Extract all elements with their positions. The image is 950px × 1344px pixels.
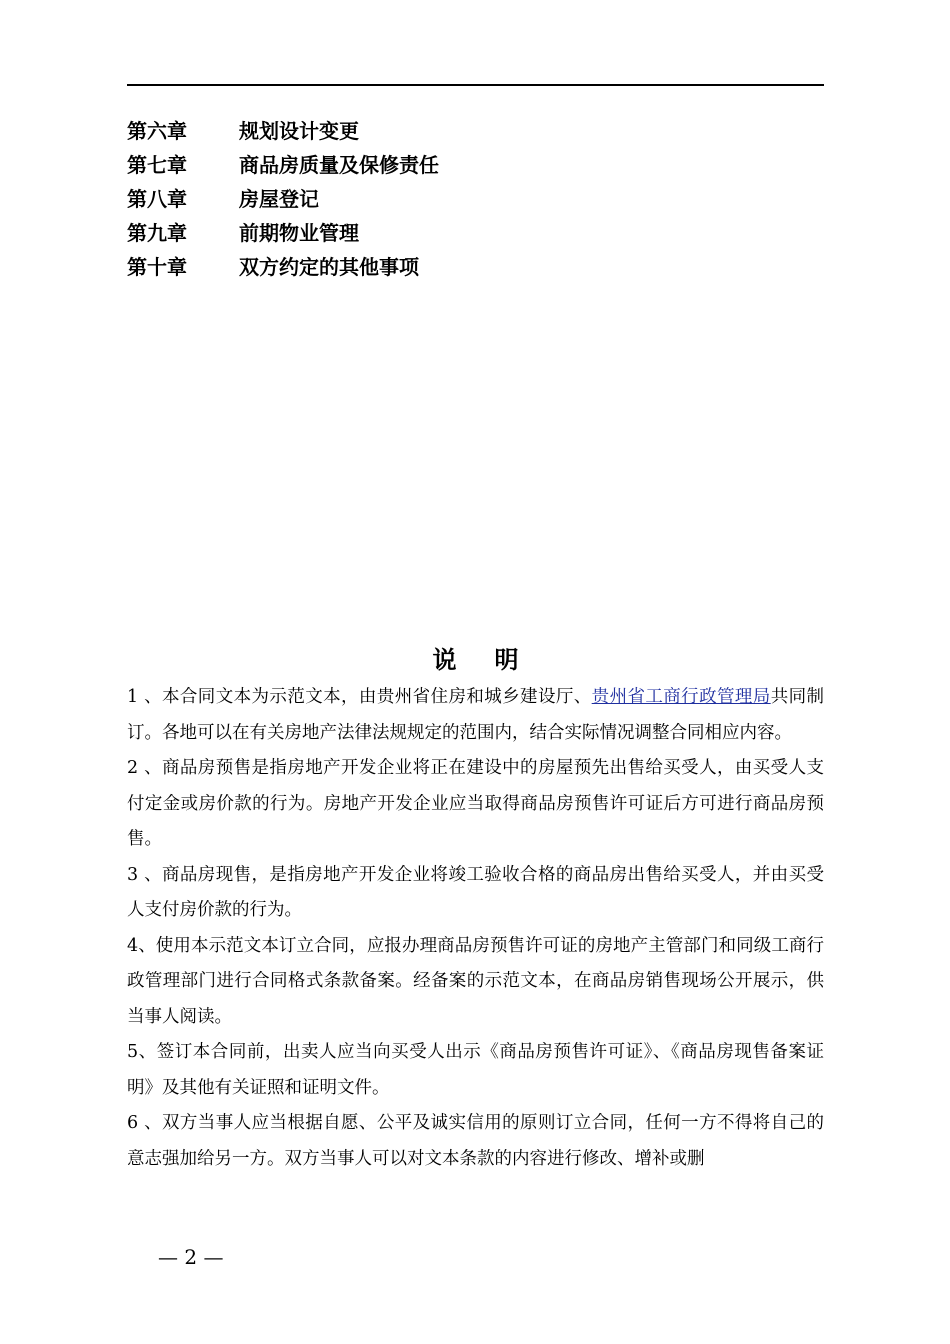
note-item: 5、签订本合同前，出卖人应当向买受人出示《商品房预售许可证》、《商品房现售备案证明》及其他有关证照和证明文件。 bbox=[127, 1042, 824, 1098]
note-item: 3 、商品房现售，是指房地产开发企业将竣工验收合格的商品房出售给买受人，并由买受人支付房价款的行为。 bbox=[127, 864, 824, 920]
toc-entry bbox=[127, 114, 824, 148]
notes-list bbox=[127, 680, 824, 1177]
toc-chapter-title: 商品房质量及保修责任 bbox=[239, 153, 439, 177]
header-rule bbox=[127, 84, 824, 86]
agency-link[interactable]: 贵州省工商行政管理局 bbox=[591, 687, 771, 707]
note-text: 1 、本合同文本为示范文本，由贵州省住房和城乡建设厅、 bbox=[127, 687, 592, 707]
note-item bbox=[127, 680, 824, 751]
toc-chapter-number: 第六章 bbox=[127, 119, 187, 143]
note-item: 6 、双方当事人应当根据自愿、公平及诚实信用的原则订立合同，任何一方不得将自己的意志强加给另一方。双方当事人可以对文本条款的内容进行修改、增补或删 bbox=[127, 1113, 824, 1169]
toc-entry bbox=[127, 148, 824, 182]
toc-chapter-title: 双方约定的其他事项 bbox=[239, 255, 419, 279]
toc-chapter-title: 房屋登记 bbox=[239, 187, 319, 211]
toc-entry bbox=[127, 250, 824, 284]
toc-chapter-title: 规划设计变更 bbox=[239, 119, 359, 143]
toc-chapter-number: 第七章 bbox=[127, 153, 187, 177]
toc-chapter-number: 第八章 bbox=[127, 187, 187, 211]
note-item: 2 、商品房预售是指房地产开发企业将正在建设中的房屋预先出售给买受人，由买受人支付定金或房价款的行为。房地产开发企业应当取得商品房预售许可证后方可进行商品房预售。 bbox=[127, 758, 824, 849]
toc-chapter-number: 第十章 bbox=[127, 255, 187, 279]
section-title: 说明 bbox=[432, 646, 557, 674]
toc-entry bbox=[127, 216, 824, 250]
toc-chapter-title: 前期物业管理 bbox=[239, 221, 359, 245]
page-number: — 2 — bbox=[158, 1245, 224, 1269]
toc-entry bbox=[127, 182, 824, 216]
table-of-contents bbox=[127, 114, 824, 284]
note-text: 共同制订。各地可以在有关房地产法律法规规定的范围内，结合实际情况调整合同相应内容。 bbox=[127, 687, 825, 743]
toc-chapter-number: 第九章 bbox=[127, 221, 187, 245]
note-item: 4、使用本示范文本订立合同，应报办理商品房预售许可证的房地产主管部门和同级工商行政管理部门进行合同格式条款备案。经备案的示范文本，在商品房销售现场公开展示，供当事人阅读。 bbox=[127, 935, 824, 1027]
